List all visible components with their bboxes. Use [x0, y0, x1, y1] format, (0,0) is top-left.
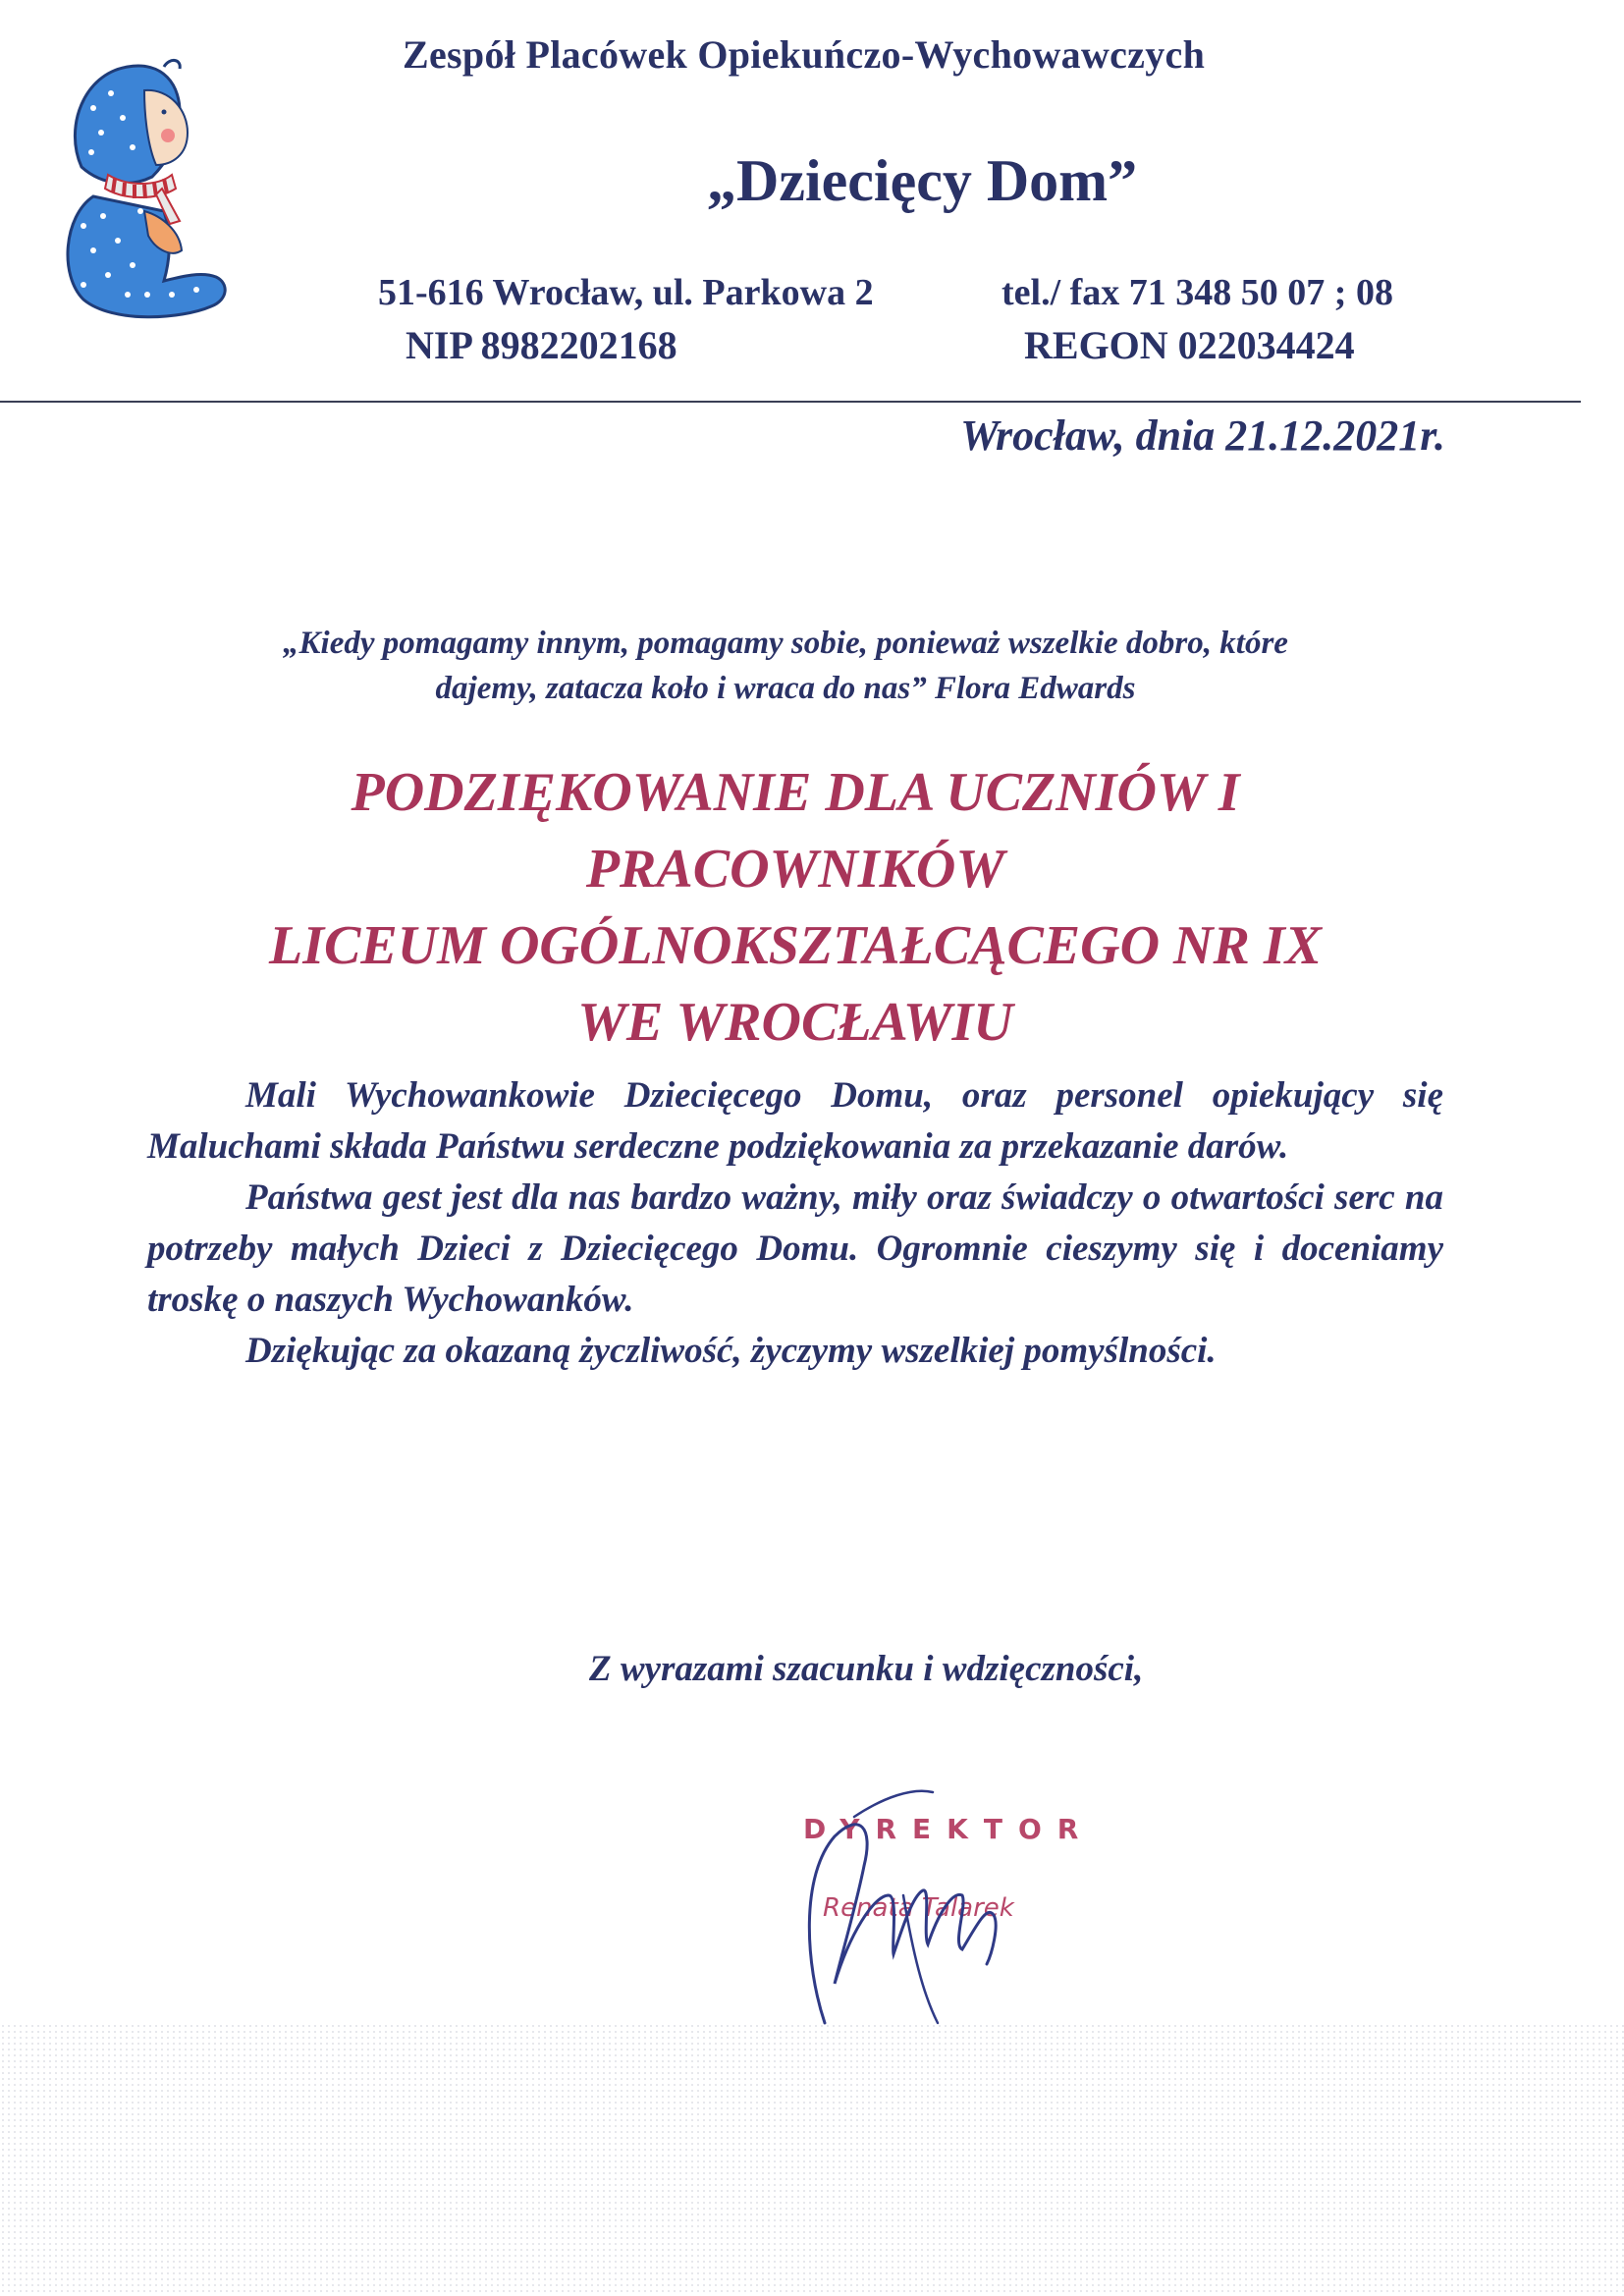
body-paragraph-2: Państwa gest jest dla nas bardzo ważny, miły oraz świadczy o otwartości serc na potrzeby małych Dzieci z Dziecięcego Domu. Ogromnie cieszymy się i doceniamy troskę o naszych Wychowanków. [147, 1177, 1443, 1320]
scan-dot-pattern [0, 2023, 1624, 2296]
regon-number: REGON 022034424 [1024, 323, 1355, 367]
quote-line-1: „Kiedy pomagamy innym, pomagamy sobie, ponieważ wszelkie dobro, które [283, 626, 1288, 661]
phone-fax: tel./ fax 71 348 50 07 ; 08 [1001, 272, 1393, 313]
institution-name: „Dziecięcy Dom” [707, 148, 1138, 213]
body-paragraph-3: Dziękując za okazaną życzliwość, życzymy wszelkiej pomyślności. [245, 1331, 1217, 1371]
title-line-2: PRACOWNIKÓW [585, 839, 1005, 900]
child-logo-icon [54, 49, 231, 324]
closing-salutation: Z wyrazami szacunku i wdzięczności, [589, 1649, 1144, 1689]
stamp-title: DYREKTOR [803, 1813, 1095, 1845]
body-paragraph-1: Mali Wychowankowie Dziecięcego Domu, oraz personel opiekujący się Maluchami składa Państwu serdeczne podziękowania za przekazanie darów. [147, 1075, 1443, 1167]
organization-name: Zespół Placówek Opiekuńczo-Wychowawczych [403, 32, 1206, 77]
address: 51-616 Wrocław, ul. Parkowa 2 [378, 272, 874, 313]
handwritten-signature [766, 1758, 1060, 2033]
title-line-3: LICEUM OGÓLNOKSZTAŁCĄCEGO NR IX [269, 915, 1322, 976]
epigraph-quote [147, 621, 1424, 711]
title-line-4: WE WROCŁAWIU [577, 992, 1013, 1053]
title-line-1: PODZIĘKOWANIE DLA UCZNIÓW I [351, 762, 1240, 823]
quote-line-2: dajemy, zatacza koło i wraca do nas” Flora Edwards [435, 671, 1136, 706]
letter-body [147, 1070, 1443, 1377]
letter-title [147, 754, 1443, 1061]
nip-number: NIP 8982202168 [406, 323, 677, 367]
letter-date: Wrocław, dnia 21.12.2021r. [960, 411, 1445, 460]
stamp-name: Renata Talarek [823, 1893, 1014, 1923]
header-divider [0, 401, 1581, 403]
